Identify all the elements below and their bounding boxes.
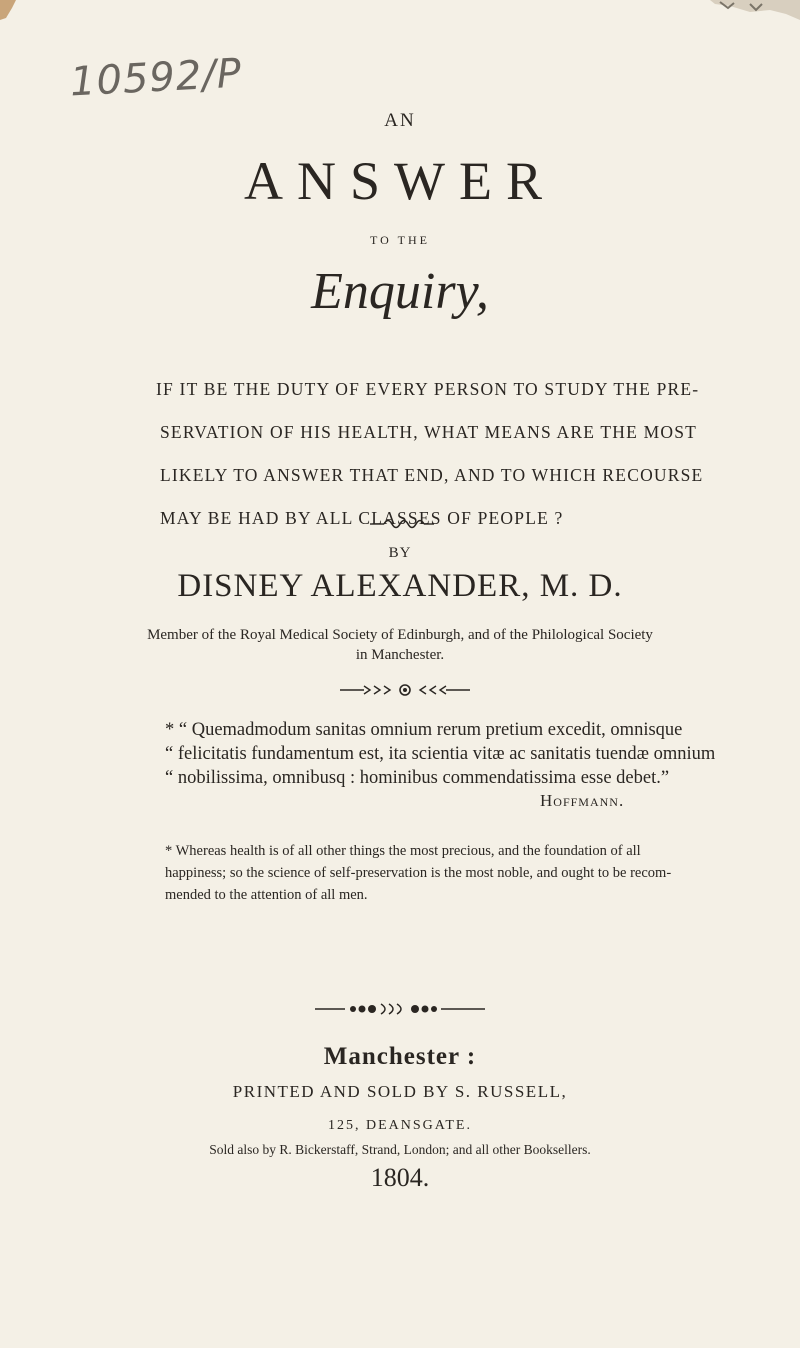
torn-corner — [690, 0, 800, 20]
author-affiliation — [0, 625, 800, 665]
question-line: MAY BE HAD BY ALL CLASSES OF PEOPLE ? — [160, 508, 564, 528]
epigraph-line: “ felicitatis fundamentum est, ita scientia vitæ ac sanitatis tuendæ omnium — [165, 744, 716, 764]
heading-an: AN — [384, 110, 416, 131]
question-line: LIKELY TO ANSWER THAT END, AND TO WHICH RECOURSE — [160, 465, 704, 485]
affiliation-line: Member of the Royal Medical Society of Edinburgh, and of the Philological Society — [147, 627, 653, 643]
ornament-rule-1 — [370, 518, 434, 530]
imprint-address: 125, DEANSGATE. — [328, 1118, 472, 1133]
translation-line: happiness; so the science of self-preservation is the most noble, and ought to be recom- — [165, 865, 672, 881]
author-name: DISNEY ALEXANDER, M. D. — [177, 568, 623, 604]
epigraph-latin — [165, 718, 716, 790]
epigraph-translation — [165, 840, 685, 906]
epigraph-author: Hoffmann. — [540, 791, 625, 810]
ornament-rule-2 — [340, 683, 470, 697]
corner-stain — [0, 0, 20, 20]
epigraph-line: * “ Quemadmodum sanitas omnium rerum pretium excedit, omnisque — [165, 720, 683, 740]
affiliation-line: in Manchester. — [355, 647, 445, 663]
handwritten-shelfmark: 10592/P — [68, 50, 243, 106]
imprint-sold-also: Sold also by R. Bickerstaff, Strand, London; and all other Booksellers. — [209, 1142, 591, 1157]
heading-to-the: TO THE — [370, 233, 430, 247]
question-line: SERVATION OF HIS HEALTH, WHAT MEANS ARE THE MOST — [160, 422, 698, 442]
translation-line: mended to the attention of all men. — [165, 887, 368, 903]
heading-enquiry: Enquiry, — [311, 263, 489, 320]
translation-line: * Whereas health is of all other things the most precious, and the foundation of all — [165, 843, 641, 859]
imprint-printer: PRINTED AND SOLD BY S. RUSSELL, — [232, 1082, 568, 1101]
question-text — [156, 368, 704, 540]
byline-by: BY — [388, 545, 412, 561]
question-line: IF IT BE THE DUTY OF EVERY PERSON TO STUDY THE PRE- — [156, 379, 700, 399]
heading-answer: ANSWER — [244, 151, 556, 211]
ornament-rule-3 — [315, 1002, 485, 1016]
epigraph-line: “ nobilissima, omnibusq : hominibus commendatissima esse debet.” — [165, 768, 670, 788]
imprint-year: 1804. — [370, 1163, 430, 1192]
imprint-city: Manchester : — [323, 1043, 477, 1070]
